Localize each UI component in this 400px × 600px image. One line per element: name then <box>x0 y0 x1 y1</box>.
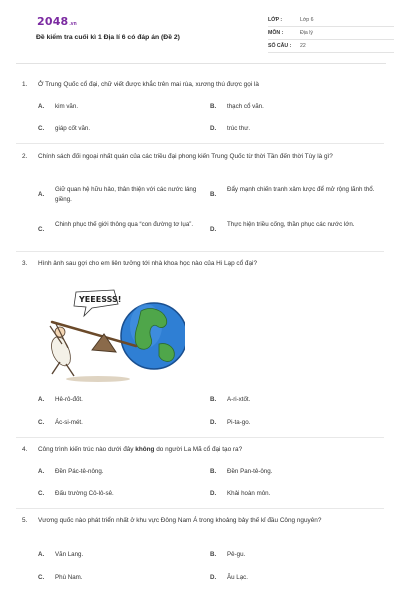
question-2 <box>22 152 362 162</box>
meta-row-count <box>268 40 394 53</box>
meta-row-subject <box>268 27 394 40</box>
logo-text: 2048 <box>37 15 69 28</box>
option-a[interactable] <box>38 102 198 112</box>
page-title: Đề kiểm tra cuối kì 1 Địa lí 6 có đáp án (Đề 2) <box>36 34 180 41</box>
option-text: Chinh phục thế giới thông qua “con đường tơ lụa”. <box>55 221 194 228</box>
option-a[interactable] <box>38 467 198 477</box>
option-c[interactable] <box>38 220 198 233</box>
option-letter: C. <box>38 574 45 581</box>
meta-value: Địa lý <box>300 30 313 36</box>
option-a[interactable] <box>38 395 198 405</box>
option-c[interactable] <box>38 489 198 499</box>
question-4 <box>22 445 382 455</box>
meta-key: SỐ CÂU : <box>268 43 292 49</box>
speech-bubble-text: YEEESSS! <box>79 295 122 304</box>
question-number: 4. <box>22 446 28 453</box>
question-text: Ở Trung Quốc cổ đại, chữ viết được khắc trên mai rùa, xương thú được gọi là <box>38 81 259 88</box>
option-text: Thực hiện triều cống, thần phục các nước lớn. <box>227 221 355 228</box>
option-text: Văn Lang. <box>55 551 84 558</box>
question-5 <box>22 516 367 526</box>
option-text: thạch cổ văn. <box>227 103 264 110</box>
meta-key: MÔN : <box>268 30 284 36</box>
option-d[interactable] <box>210 418 370 428</box>
option-b[interactable] <box>210 102 370 112</box>
question-text-part: Công trình kiến trúc nào dưới đây <box>38 446 136 453</box>
divider <box>16 508 384 509</box>
option-d[interactable] <box>210 220 380 233</box>
site-logo[interactable] <box>37 15 77 28</box>
option-letter: B. <box>210 468 217 475</box>
option-text: trúc thư. <box>227 125 251 132</box>
question-number: 5. <box>22 517 28 524</box>
option-letter: A. <box>38 191 45 198</box>
option-letter: C. <box>38 419 45 426</box>
option-letter: C. <box>38 226 45 233</box>
question-number: 1. <box>22 81 28 88</box>
question-number: 3. <box>22 260 28 267</box>
question-number: 2. <box>22 153 28 160</box>
option-b[interactable] <box>210 467 370 477</box>
divider <box>16 143 384 144</box>
question-text-emphasis: không <box>135 446 155 453</box>
option-text: Đền Pác-tê-nông. <box>55 468 104 475</box>
option-c[interactable] <box>38 573 198 583</box>
question-1 <box>22 80 382 90</box>
option-letter: D. <box>210 490 217 497</box>
logo-suffix: .vn <box>69 21 77 27</box>
option-text: Pi-ta-go. <box>227 419 251 426</box>
option-letter: D. <box>210 419 217 426</box>
option-b[interactable] <box>210 185 380 198</box>
option-text: Giữ quan hệ hữu hảo, thân thiện với các nước láng giềng. <box>55 186 197 203</box>
option-text: Ác-si-mét. <box>55 419 83 426</box>
option-letter: D. <box>210 574 217 581</box>
question-text: Vương quốc nào phát triển nhất ở khu vực Đông Nam Á trong khoảng bảy thế kỉ đầu Công nguyên? <box>38 517 322 524</box>
divider <box>16 437 384 438</box>
question-text: Hình ảnh sau gợi cho em liên tưởng tới nhà khoa học nào của Hi Lạp cổ đại? <box>38 260 258 267</box>
archimedes-lever-illustration <box>38 282 185 384</box>
option-b[interactable] <box>210 395 370 405</box>
option-letter: A. <box>38 396 45 403</box>
meta-row-grade <box>268 14 394 27</box>
option-letter: D. <box>210 226 217 233</box>
option-letter: B. <box>210 396 217 403</box>
option-a[interactable] <box>38 185 198 205</box>
option-letter: D. <box>210 125 217 132</box>
question-3 <box>22 259 382 269</box>
option-text: Đấu trường Cô-lô-sê. <box>55 490 114 497</box>
option-d[interactable] <box>210 124 370 134</box>
option-letter: B. <box>210 103 217 110</box>
option-text: Hê-rô-đốt. <box>55 396 83 403</box>
question-text-part: do người La Mã cổ đại tạo ra? <box>154 446 243 453</box>
option-c[interactable] <box>38 418 198 428</box>
header <box>16 0 386 64</box>
option-text: Pê-gu. <box>227 551 246 558</box>
option-text: kim văn. <box>55 103 79 110</box>
option-text: Đền Pan-tê-ông. <box>227 468 273 475</box>
option-text: A-ri-xtốt. <box>227 396 251 403</box>
option-text: Khải hoàn môn. <box>227 490 271 497</box>
divider <box>16 251 384 252</box>
option-letter: A. <box>38 551 45 558</box>
option-letter: B. <box>210 551 217 558</box>
meta-key: LỚP : <box>268 17 283 23</box>
meta-value: 22 <box>300 43 306 49</box>
option-d[interactable] <box>210 573 370 583</box>
option-text: giáp cốt văn. <box>55 125 91 132</box>
option-c[interactable] <box>38 124 198 134</box>
option-letter: C. <box>38 490 45 497</box>
option-text: Phù Nam. <box>55 574 83 581</box>
option-letter: C. <box>38 125 45 132</box>
option-letter: B. <box>210 191 217 198</box>
question-text: Chính sách đối ngoại nhất quán của các triều đại phong kiến Trung Quốc từ thời Tần đến thời Tùy là gì? <box>38 153 333 160</box>
quiz-meta <box>268 14 394 53</box>
option-b[interactable] <box>210 550 370 560</box>
option-letter: A. <box>38 103 45 110</box>
option-a[interactable] <box>38 550 198 560</box>
option-letter: A. <box>38 468 45 475</box>
option-d[interactable] <box>210 489 370 499</box>
option-text: Âu Lạc. <box>227 574 248 581</box>
question-text <box>38 445 382 455</box>
meta-value: Lớp 6 <box>300 17 314 23</box>
option-text: Đẩy mạnh chiến tranh xâm lược để mở rộng lãnh thổ. <box>227 186 375 193</box>
